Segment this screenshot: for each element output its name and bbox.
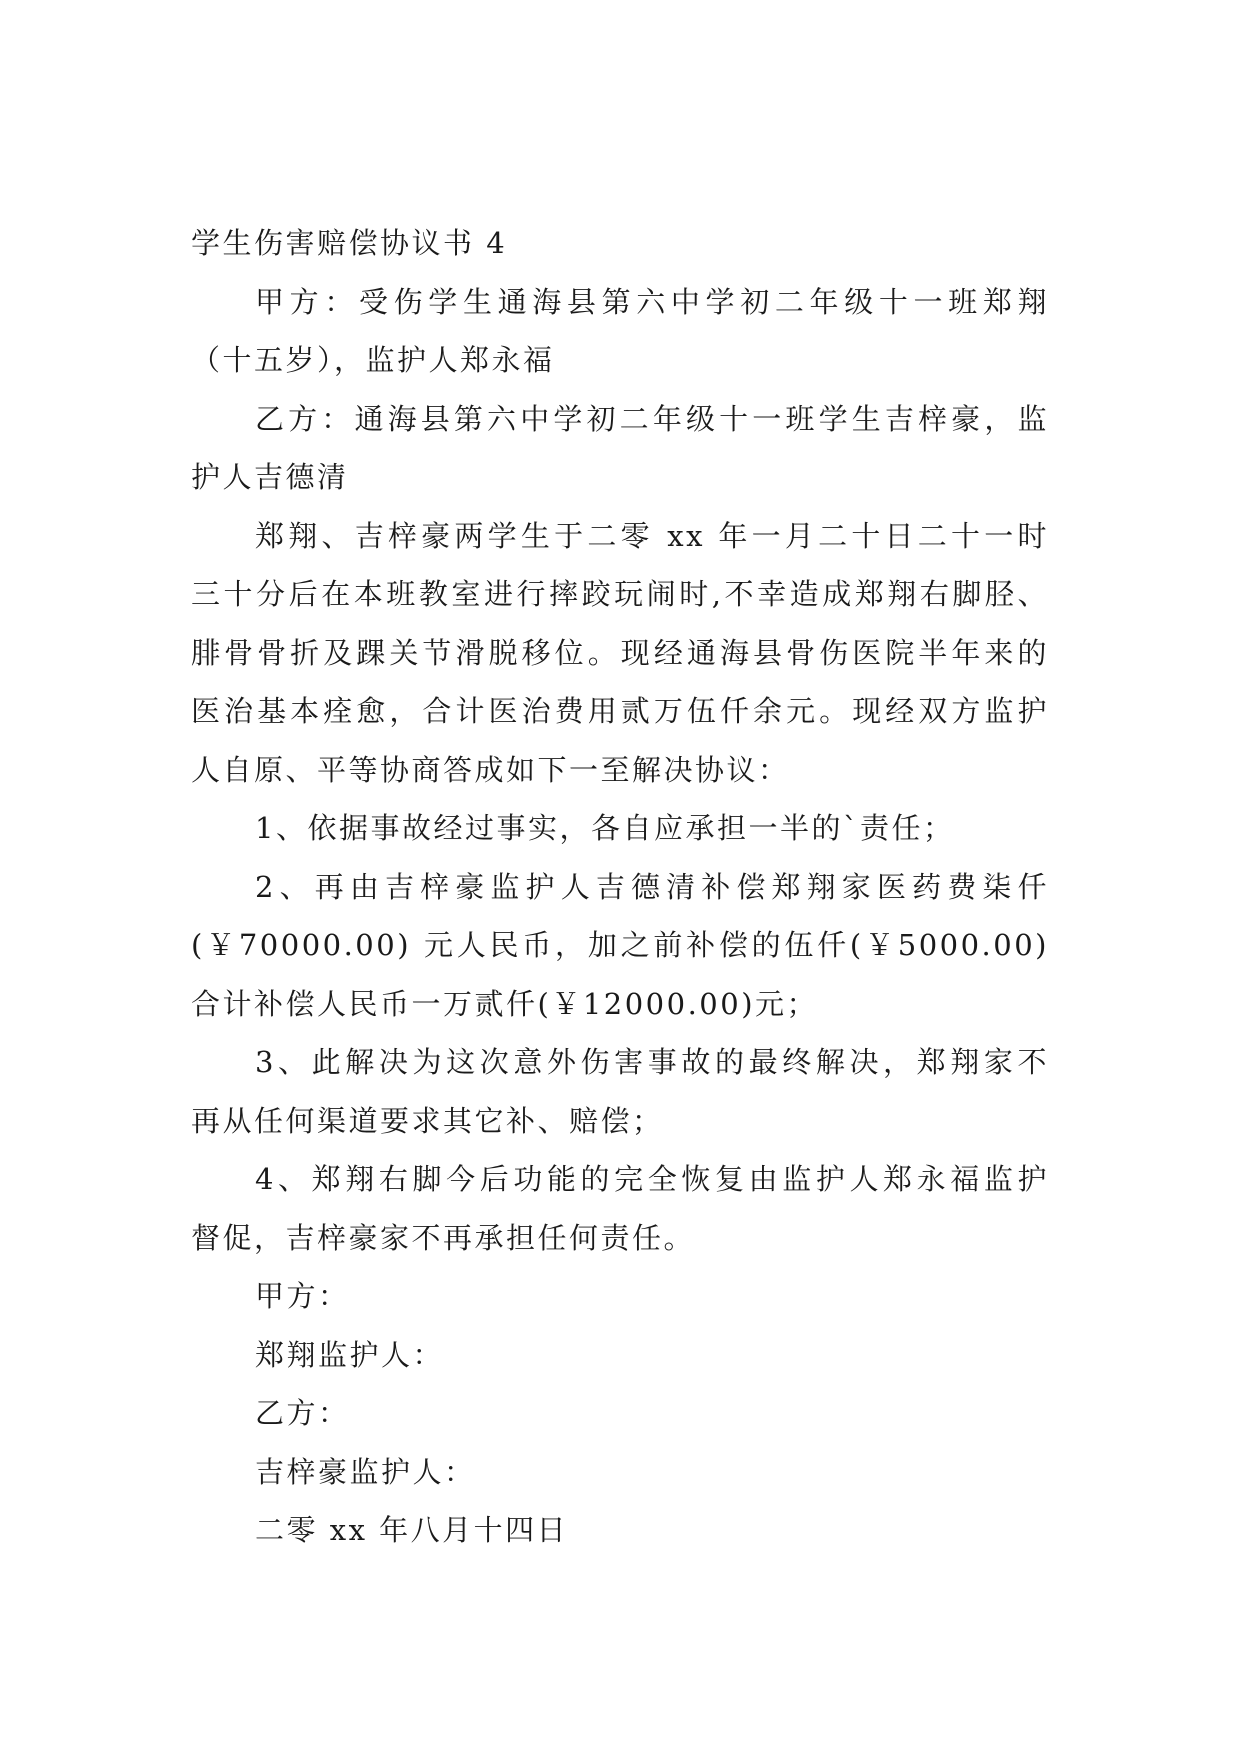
clause-2-line-3: 合计补偿人民币一万贰仟(￥12000.00)元； (191, 986, 819, 1021)
party-b-signature-label: 乙方： (255, 1396, 350, 1430)
clause-3-line-2: 再从任何渠道要求其它补、赔偿； (191, 1103, 664, 1138)
clause-2-line-2: (￥70000.00) 元人民币，加之前补偿的伍仟(￥5000.00) (191, 928, 1049, 962)
clause-4-line-2: 督促，吉梓豪家不再承担任何责任。 (191, 1220, 696, 1255)
clause-2-line-1: 2、再由吉梓豪监护人吉德清补偿郑翔家医药费柒仟 (255, 869, 1049, 904)
facts-line-5: 人自原、平等协商答成如下一至解决协议： (191, 752, 790, 787)
clause-3-line-1: 3、此解决为这次意外伤害事故的最终解决，郑翔家不 (255, 1045, 1049, 1079)
document-title: 学生伤害赔偿协议书 4 (191, 226, 508, 260)
party-a-line-2: （十五岁），监护人郑永福 (191, 343, 555, 377)
party-a-signature-label: 甲方： (255, 1279, 350, 1313)
party-a-guardian-signature: 郑翔监护人： (255, 1337, 445, 1372)
party-a-line-1: 甲方：受伤学生通海县第六中学初二年级十一班郑翔 (255, 284, 1049, 319)
party-b-line-1: 乙方：通海县第六中学初二年级十一班学生吉梓豪，监 (255, 401, 1049, 436)
document-body (191, 214, 1049, 1560)
party-b-guardian-signature: 吉梓豪监护人： (255, 1454, 476, 1489)
signature-block (191, 1267, 1049, 1560)
facts-line-4: 医治基本痊愈，合计医治费用贰万伍仟余元。现经双方监护 (191, 694, 1049, 728)
clause-1: 1、依据事故经过事实，各自应承担一半的`责任； (255, 811, 955, 845)
facts-line-1: 郑翔、吉梓豪两学生于二零 xx 年一月二十日二十一时 (255, 518, 1049, 553)
clause-4-line-1: 4、郑翔右脚今后功能的完全恢复由监护人郑永福监护 (255, 1162, 1049, 1196)
party-b-line-2: 护人吉德清 (191, 460, 349, 494)
facts-line-3: 腓骨骨折及踝关节滑脱移位。现经通海县骨伤医院半年来的 (191, 635, 1049, 670)
facts-line-2: 三十分后在本班教室进行摔跤玩闹时,不幸造成郑翔右脚胫、 (191, 577, 1049, 611)
signing-date: 二零 xx 年八月十四日 (255, 1513, 569, 1547)
